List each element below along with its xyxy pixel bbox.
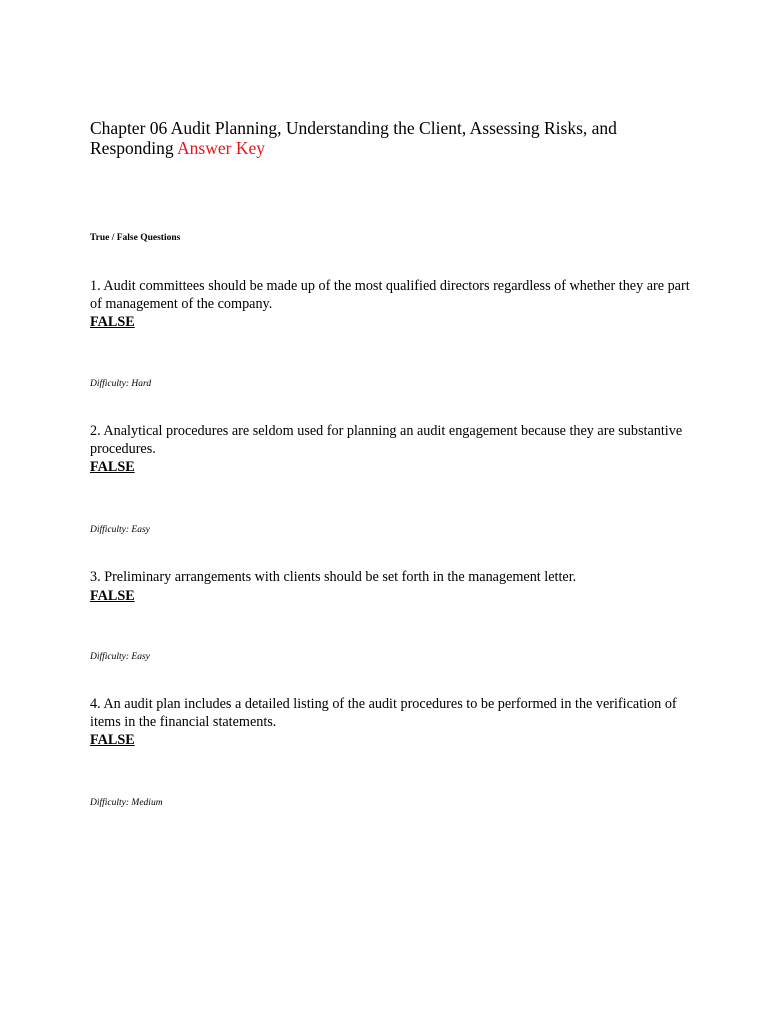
question-answer: FALSE <box>90 732 135 748</box>
title-answer-key-label: Answer Key <box>177 138 266 158</box>
question-text: 3. Preliminary arrangements with clients should be set forth in the management letter. <box>90 569 577 585</box>
question-difficulty: Difficulty: Easy <box>90 652 150 662</box>
document-title <box>90 118 690 158</box>
question-text: 4. An audit plan includes a detailed listing of the audit procedures to be performed in the verification of items in the financial statements. <box>90 696 677 730</box>
question-answer: FALSE <box>90 459 135 475</box>
question-difficulty: Difficulty: Medium <box>90 798 163 808</box>
question-text: 2. Analytical procedures are seldom used for planning an audit engagement because they are substantive procedures. <box>90 423 683 457</box>
question-difficulty: Difficulty: Hard <box>90 379 152 389</box>
question-item-4 <box>90 696 690 808</box>
section-heading-true-false: True / False Questions <box>90 233 181 243</box>
question-difficulty: Difficulty: Easy <box>90 525 150 535</box>
question-item-1 <box>90 278 690 389</box>
question-text: 1. Audit committees should be made up of the most qualified directors regardless of whether they are part of management of the company. <box>90 278 690 312</box>
question-item-2 <box>90 423 690 535</box>
question-item-3 <box>90 569 690 662</box>
question-answer: FALSE <box>90 587 135 604</box>
title-main-text: Chapter 06 Audit Planning, Understanding the Client, Assessing Risks, and Responding <box>90 118 617 158</box>
question-answer: FALSE <box>90 314 135 330</box>
